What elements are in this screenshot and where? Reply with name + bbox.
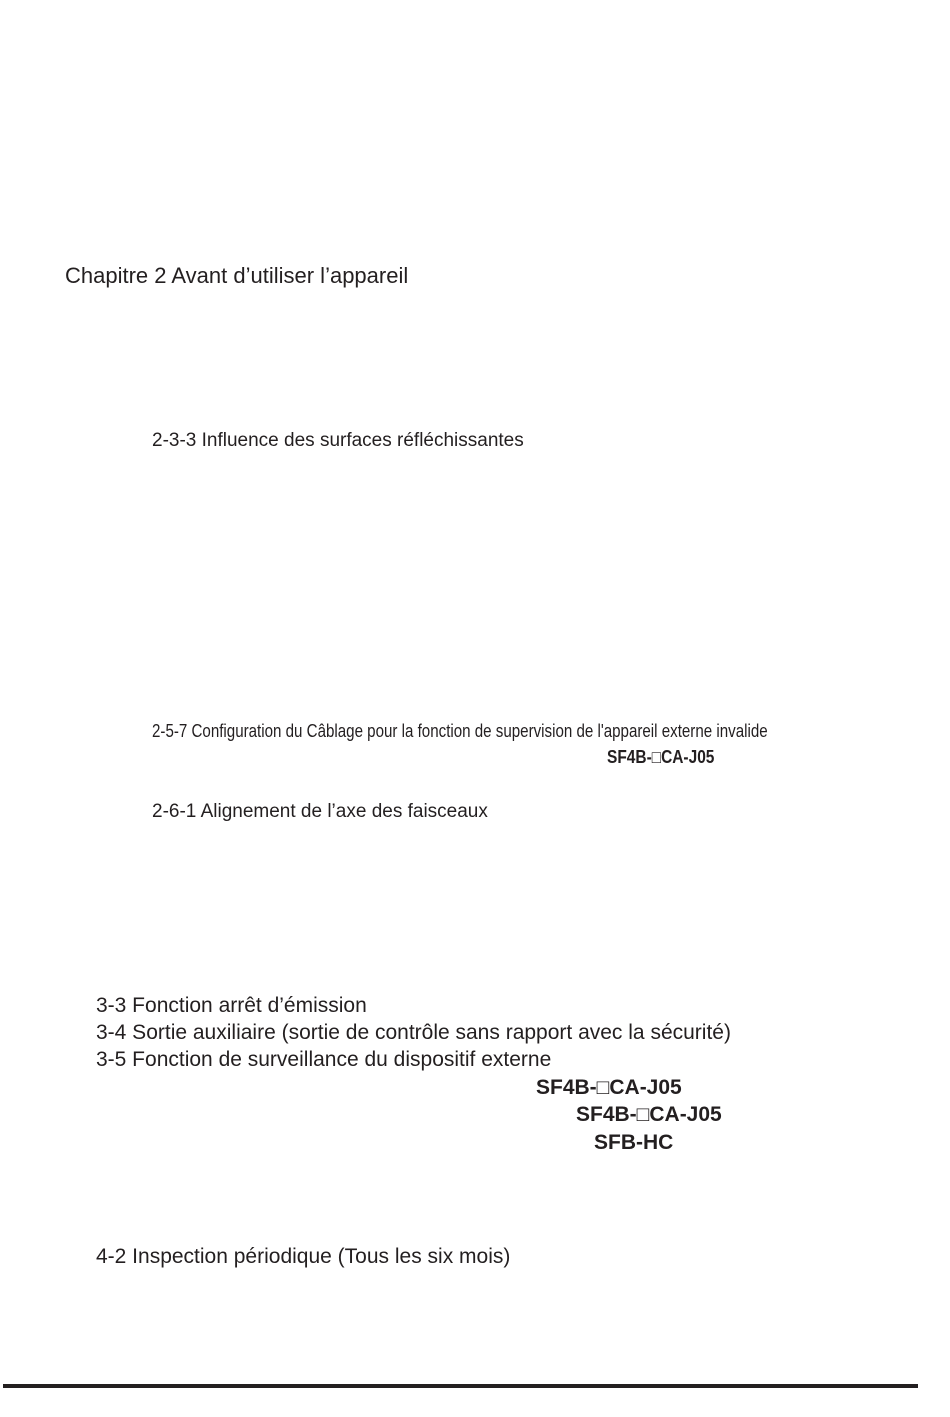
model-code-3-5-a: SF4B-□CA-J05: [536, 1076, 682, 1099]
toc-entry-2-5-7: 2-5-7 Configuration du Câblage pour la fonction de supervision de l'appareil externe invalide: [152, 721, 768, 741]
toc-entry-3-3: 3-3 Fonction arrêt d’émission: [96, 994, 367, 1017]
model-code-2-5-7: SF4B-□CA-J05: [607, 747, 715, 767]
model-code-3-5-c: SFB-HC: [594, 1131, 674, 1154]
toc-entry-4-2: 4-2 Inspection périodique (Tous les six mois): [96, 1245, 511, 1268]
toc-entry-2-6-1: 2-6-1 Alignement de l’axe des faisceaux: [152, 801, 488, 822]
chapter-2-heading: Chapitre 2 Avant d’utiliser l’appareil: [65, 263, 409, 288]
toc-entry-3-4: 3-4 Sortie auxiliaire (sortie de contrôle sans rapport avec la sécurité): [96, 1021, 731, 1044]
toc-entry-2-3-3: 2-3-3 Influence des surfaces réfléchissantes: [152, 430, 524, 451]
toc-entry-3-5: 3-5 Fonction de surveillance du dispositif externe: [96, 1048, 552, 1071]
model-code-3-5-b: SF4B-□CA-J05: [576, 1103, 722, 1126]
footer-rule: [3, 1384, 918, 1388]
